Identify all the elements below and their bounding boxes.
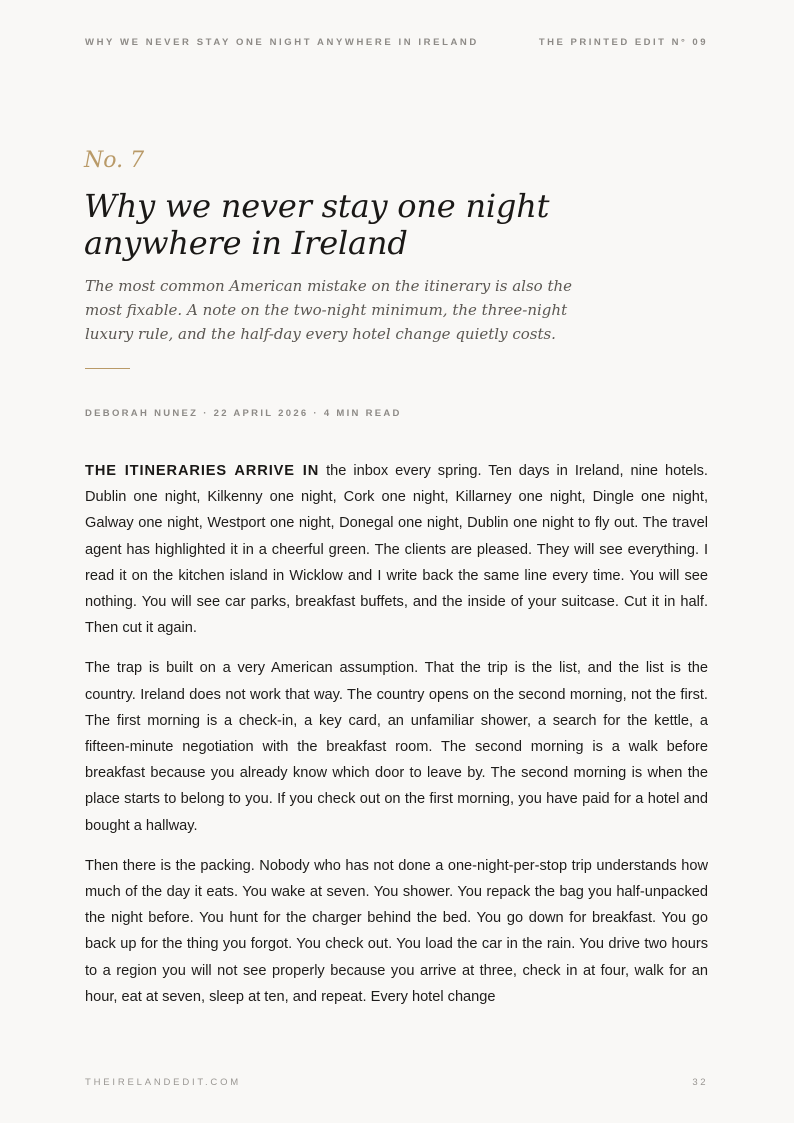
- page-number: 32: [692, 1077, 708, 1088]
- body-paragraph: The trap is built on a very American assumption. That the trip is the list, and the list is the country. Ireland does not work that way. The country opens on the second morning, not the first. The first morning is a check-in, a key card, an unfamiliar shower, a search for the kettle, a fifteen-minute negotiation with the breakfast room. The second morning is a walk before breakfast because you already know which door to leave by. The second morning is when the place starts to belong to you. If you check out on the first morning, you have paid for a hotel and bought a hallway.: [85, 660, 708, 834]
- article-number: No. 7: [84, 148, 145, 173]
- body-paragraph: Then there is the packing. Nobody who has not done a one-night-per-stop trip understands how much of the day it eats. You wake at seven. You shower. You repack the bag you half-unpacked the night before. You hunt for the charger behind the bed. You go down for breakfast. You go back up for the thing you forgot. You check out. You load the car in the rain. You drive two hours to a region you will not see properly because you arrive at three, check in at four, walk for an hour, eat at seven, sleep at ten, and repeat. Every hotel change: [85, 857, 708, 1005]
- running-title: WHY WE NEVER STAY ONE NIGHT ANYWHERE IN IRELAND: [85, 37, 479, 48]
- edition-label: THE PRINTED EDIT N° 09: [538, 37, 708, 48]
- article-standfirst: The most common American mistake on the itinerary is also the most fixable. A note on the two-night minimum, the three-night luxury rule, and the half-day every hotel change quietly costs.: [85, 277, 573, 343]
- footer-site-url: THEIRELANDEDIT.COM: [85, 1077, 241, 1088]
- body-paragraph-text: the inbox every spring. Ten days in Ireland, nine hotels. Dublin one night, Kilkenny one night, Cork one night, Killarney one night, Dingle one night, Galway one night, Westport one night, Donegal one night, Dublin one night to fly out. The travel agent has highlighted it in a cheerful green. The clients are pleased. They will see everything. I read it on the kitchen island in Wicklow and I write back the same line every time. You will see nothing. You will see car parks, breakfast buffets, and the inside of your suitcase. Cut it in half. Then cut it again.: [85, 463, 708, 637]
- title-divider: [85, 368, 130, 369]
- article-title: Why we never stay one night anywhere in Ireland: [84, 187, 550, 262]
- article-byline: DEBORAH NUNEZ · 22 APRIL 2026 · 4 MIN READ: [85, 408, 402, 419]
- body-paragraph: [85, 458, 708, 641]
- article-body: [85, 458, 708, 1010]
- running-header: [85, 37, 708, 51]
- lead-in: THE ITINERARIES ARRIVE IN: [85, 463, 320, 479]
